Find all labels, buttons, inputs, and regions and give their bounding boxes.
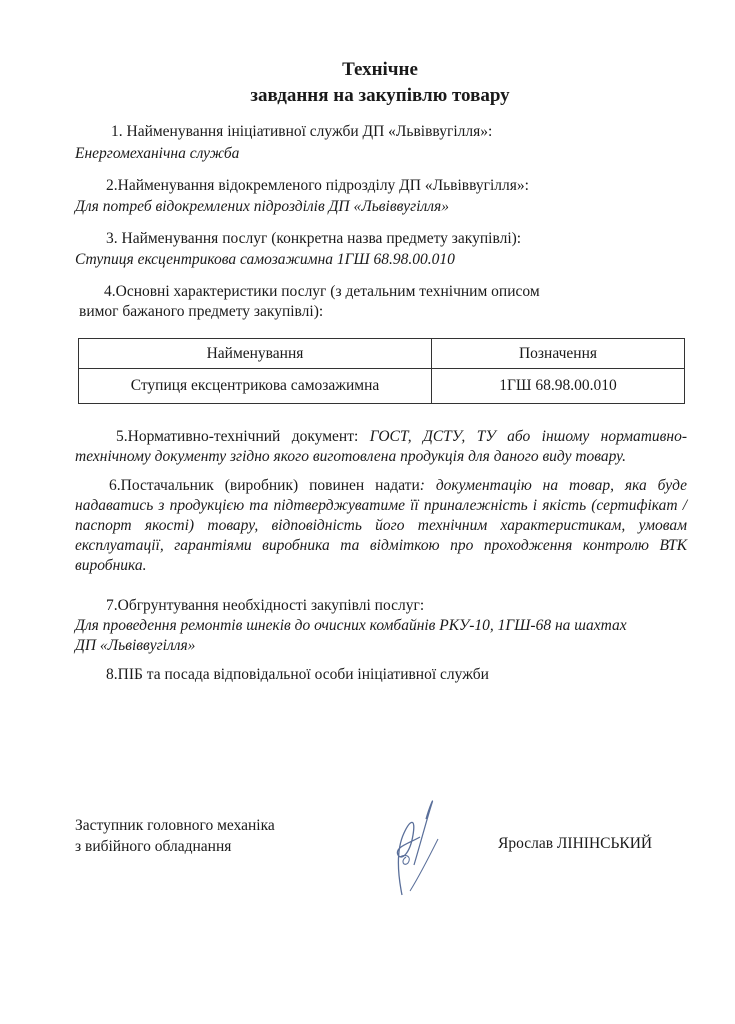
item6-label: 6.Постачальник (виробник) повинен надати [109, 477, 420, 494]
item3-value: Ступиця ексцентрикова самозажимна 1ГШ 68.98.00.010 [75, 251, 455, 268]
table-cell-designation: 1ГШ 68.98.00.010 [432, 369, 685, 404]
item5-paragraph [75, 427, 687, 467]
item4-label-line1: 4.Основні характеристики послуг (з детальним технічним описом [104, 283, 540, 300]
document-title: Технічне [342, 59, 418, 80]
item1-value: Енергомеханічна служба [75, 145, 240, 162]
item7-value-line2: ДП «Львіввугілля» [75, 637, 196, 654]
table-row [79, 369, 685, 404]
signature-icon [380, 795, 450, 905]
spec-table [78, 338, 685, 404]
signatory-name: Ярослав ЛІНІНСЬКИЙ [498, 835, 653, 852]
table-header-row [79, 339, 685, 369]
item8-label: 8.ПІБ та посада відповідальної особи ініціативної служби [106, 666, 489, 683]
item2-label: 2.Найменування відокремленого підрозділу ДП «Львіввугілля»: [106, 177, 529, 194]
table-header-designation: Позначення [432, 339, 685, 369]
table-header-name: Найменування [79, 339, 432, 369]
item7-label: 7.Обгрунтування необхідності закупівлі послуг: [106, 597, 425, 614]
item5-label: 5.Нормативно-технічний документ: [116, 428, 359, 445]
item4-label-line2: вимог бажаного предмету закупівлі): [79, 303, 324, 320]
item1-label: 1. Найменування ініціативної служби ДП «Львіввугілля»: [111, 123, 493, 140]
signatory-position-line1: Заступник головного механіка [75, 817, 275, 834]
table-cell-name: Ступиця ексцентрикова самозажимна [79, 369, 432, 404]
item7-value-line1: Для проведення ремонтів шнеків до очисних комбайнів РКУ-10, 1ГШ-68 на шахтах [75, 617, 627, 634]
item6-value: : документацію на товар, яка буде надаватись з продукцією та підтверджуватиме її приналежність і якість (сертифікат / паспорт якості) товару, відповідність його технічним характеристикам, умовам експлуатації, гарантіями виробника та відміткою про проходження контролю ВТК виробника. [75, 477, 687, 574]
item5-value: ГОСТ, ДСТУ, ТУ або іншому нормативно-технічному документу згідно якого виготовлена продукція для даного виду товару. [75, 428, 687, 465]
signatory-position-line2: з вибійного обладнання [75, 838, 232, 855]
item6-paragraph [75, 476, 687, 576]
item3-label: 3. Найменування послуг (конкретна назва предмету закупівлі): [106, 230, 522, 247]
document-subtitle: завдання на закупівлю товару [250, 85, 510, 106]
item2-value: Для потреб відокремлених підрозділів ДП «Львіввугілля» [75, 198, 449, 215]
